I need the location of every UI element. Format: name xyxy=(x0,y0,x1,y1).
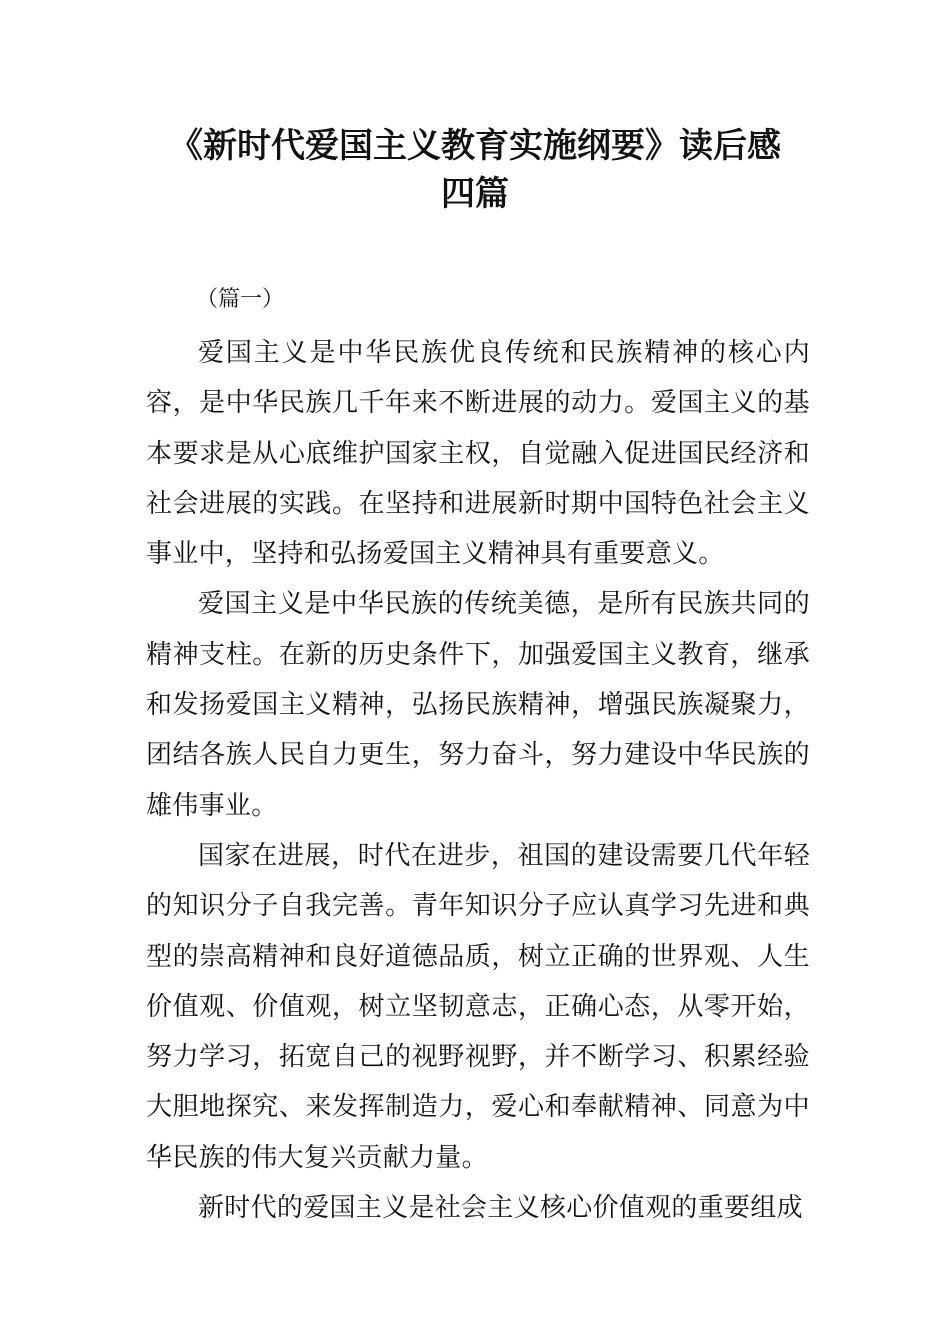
title-line-2: 四篇 xyxy=(441,174,509,214)
paragraph-3: 国家在进展，时代在进步，祖国的建设需要几代年轻的知识分子自我完善。青年知识分子应认真学习先进和典型的崇高精神和良好道德品质，树立正确的世界观、人生价值观、价值观，树立坚韧意志，正确心态，从零开始，努力学习，拓宽自己的视野视野，并不断学习、积累经验大胆地探究、来发挥制造力，爱心和奉献精神、同意为中华民族的伟大复兴贡献力量。 xyxy=(146,840,810,1173)
document-title xyxy=(0,122,950,218)
paragraph-2: 爱国主义是中华民族的传统美德，是所有民族共同的精神支柱。在新的历史条件下，加强爱国主义教育，继承和发扬爱国主义精神，弘扬民族精神，增强民族凝聚力，团结各族人民自力更生，努力奋斗，努力建设中华民族的雄伟事业。 xyxy=(146,589,810,821)
paragraph-4: 新时代的爱国主义是社会主义核心价值观的重要组成 xyxy=(198,1193,803,1224)
paragraph-1: 爱国主义是中华民族优良传统和民族精神的核心内容，是中华民族几千年来不断进展的动力。爱国主义的基本要求是从心底维护国家主权，自觉融入促进国民经济和社会进展的实践。在坚持和进展新时期中国特色社会主义事业中，坚持和弘扬爱国主义精神具有重要意义。 xyxy=(146,338,810,570)
title-line-1: 《新时代爱国主义教育实施纲要》读后感 xyxy=(169,126,781,166)
body-text xyxy=(146,328,810,1233)
section-label: （篇一） xyxy=(196,287,285,312)
